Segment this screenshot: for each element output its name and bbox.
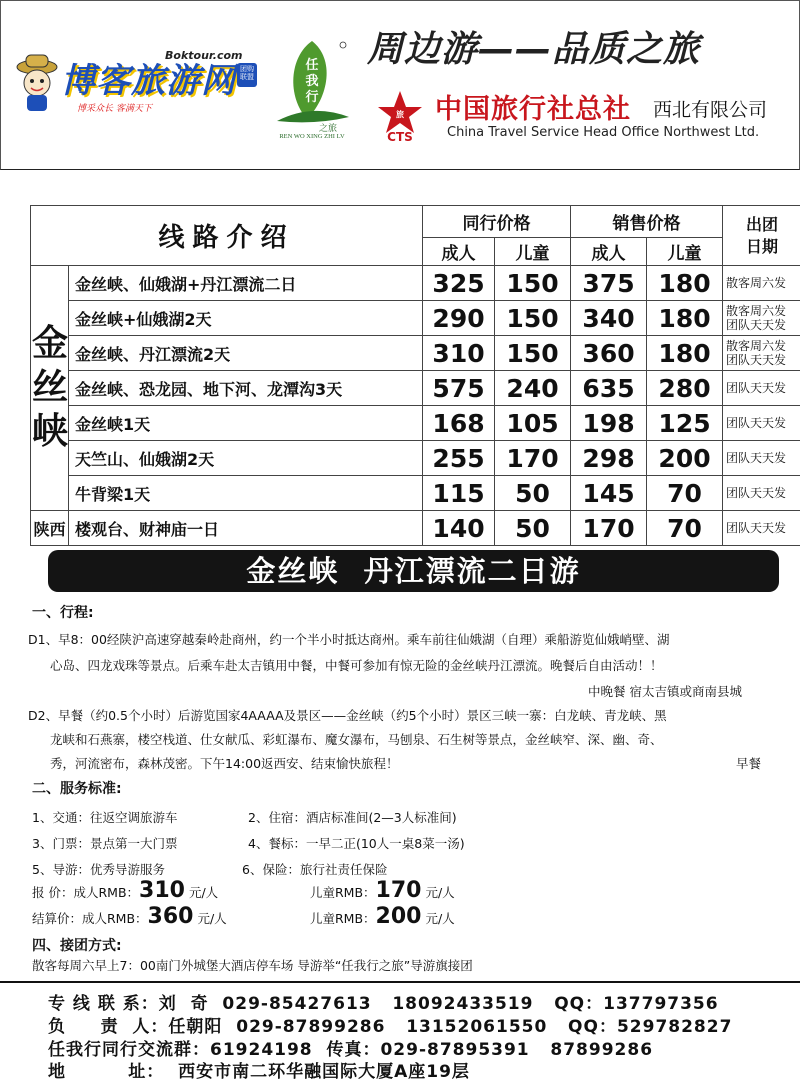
table-row: [31, 336, 800, 371]
boktour-slogan: 博采众长 客满天下: [77, 104, 152, 114]
table-row: [31, 476, 800, 511]
peer-child-price: 50: [495, 476, 571, 511]
quote-child-unit: 元/人: [425, 885, 455, 900]
boktour-logo[interactable]: [15, 49, 259, 119]
peer-adult-price: 575: [423, 371, 495, 406]
day1-line1: D1、早8：00经陕沪高速穿越秦岭赴商州，约一个半小时抵达商州。乘车前往仙娥湖（自理）乘船游览仙娥峭壁、湖: [28, 632, 670, 647]
settle-row: [32, 904, 227, 929]
peer-child-price: 50: [495, 511, 571, 546]
service-title: 二、服务标准:: [32, 781, 122, 797]
header-date-line2: 日期: [746, 236, 779, 256]
sale-child-price: 180: [647, 301, 723, 336]
header-sale-price: 销售价格: [571, 206, 723, 238]
departure-date-line1: 团队天天发: [726, 451, 787, 465]
meetup-detail: 散客每周六早上7：00南门外城堡大酒店停车场 导游举“任我行之旅”导游旗接团: [32, 958, 473, 973]
meetup-title: 四、接团方式:: [32, 938, 122, 954]
quote-child-label: 儿童RMB：: [310, 885, 376, 900]
boktour-title: 博客旅游网: [61, 61, 236, 101]
sale-adult-price: 170: [571, 511, 647, 546]
cts-abbr: CTS: [387, 130, 413, 141]
departure-date-line1: 团队天天发: [726, 416, 787, 430]
table-row: [31, 511, 800, 546]
cts-star-icon: [377, 89, 423, 141]
sale-child-price: 180: [647, 336, 723, 371]
route-name: 金丝峡1天: [69, 406, 423, 441]
header-peer-child: 儿童: [495, 238, 571, 266]
svg-text:我: 我: [305, 74, 319, 89]
peer-adult-price: 325: [423, 266, 495, 301]
departure-date: [723, 266, 800, 301]
departure-date-line1: 团队天天发: [726, 381, 787, 395]
boktour-badge: 团购联盟: [237, 63, 257, 87]
sale-adult-price: 198: [571, 406, 647, 441]
svg-text:旅: 旅: [396, 109, 404, 119]
renwoxing-logo[interactable]: [267, 37, 357, 147]
settle-child-label: 儿童RMB：: [310, 911, 376, 926]
route-name: 天竺山、仙娥湖2天: [69, 441, 423, 476]
day1-meals-lodging: 中晚餐 宿太吉镇或商南县城: [588, 684, 742, 699]
sale-child-price: 200: [647, 441, 723, 476]
departure-date-line2: 团队天天发: [726, 318, 787, 332]
settle-child-unit: 元/人: [425, 911, 455, 926]
cts-branch: 西北有限公司: [653, 99, 768, 121]
header-sale-adult: 成人: [571, 238, 647, 266]
renwoxing-pinyin: REN WO XING ZHI LV: [279, 133, 345, 140]
sale-child-price: 180: [647, 266, 723, 301]
quote-label: 报 价：成人RMB：: [32, 885, 140, 900]
sale-child-price: 125: [647, 406, 723, 441]
svg-text:任: 任: [305, 58, 319, 73]
sale-adult-price: 375: [571, 266, 647, 301]
header-date-line1: 出团: [746, 214, 779, 234]
header-departure-date: [723, 206, 800, 266]
price-table: [30, 205, 800, 546]
route-name: 金丝峡、仙娥湖+丹江漂流二日: [69, 266, 423, 301]
table-row: [31, 406, 800, 441]
peer-adult-price: 255: [423, 441, 495, 476]
peer-child-price: 150: [495, 301, 571, 336]
quote-adult-price: 310: [139, 878, 185, 903]
peer-child-price: 150: [495, 266, 571, 301]
region-jinsixia-text: 金丝峡: [31, 323, 68, 452]
table-header-row: [31, 206, 800, 238]
quote-child-price: 170: [375, 878, 422, 903]
svg-text:行: 行: [305, 90, 319, 105]
settle-label: 结算价：成人RMB：: [32, 911, 148, 926]
service-insurance: 6、保险：旅行社责任保险: [242, 862, 388, 877]
settle-unit: 元/人: [197, 911, 227, 926]
route-name: 牛背梁1天: [69, 476, 423, 511]
sale-adult-price: 360: [571, 336, 647, 371]
peer-adult-price: 140: [423, 511, 495, 546]
departure-date: [723, 301, 800, 336]
service-tickets: 3、门票：景点第一大门票: [32, 836, 178, 851]
region-jinsixia: [31, 266, 69, 511]
quote-row: [32, 878, 218, 903]
route-name: 金丝峡+仙娥湖2天: [69, 301, 423, 336]
peer-child-price: 170: [495, 441, 571, 476]
quote-child-row: [310, 878, 455, 903]
departure-date: [723, 336, 800, 371]
sale-adult-price: 298: [571, 441, 647, 476]
table-row: [31, 266, 800, 301]
departure-date-line1: 团队天天发: [726, 521, 787, 535]
table-row: [31, 301, 800, 336]
departure-date: [723, 371, 800, 406]
peer-child-price: 240: [495, 371, 571, 406]
sale-child-price: 70: [647, 511, 723, 546]
route-name: 金丝峡、丹江漂流2天: [69, 336, 423, 371]
departure-date-line1: 散客周六发: [726, 339, 787, 353]
tour-banner: 金丝峡 丹江漂流二日游: [48, 550, 779, 592]
departure-date-line1: 散客周六发: [726, 276, 787, 290]
day1-line2: 心岛、四龙戏珠等景点。后乘车赴太吉镇用中餐，中餐可参加有惊无险的金丝峡丹江漂流。晚餐后自由活动！！: [50, 658, 663, 673]
sale-adult-price: 635: [571, 371, 647, 406]
peer-adult-price: 168: [423, 406, 495, 441]
contact-line-1: 专 线 联 系：刘 奇 029-85427613 18092433519 QQ：137797356: [48, 994, 719, 1014]
departure-date: [723, 406, 800, 441]
contact-line-2: 负 责 人：任朝阳 029-87899286 13152061550 QQ：529782827: [48, 1017, 733, 1037]
mascot-icon: [15, 53, 59, 113]
service-meals: 4、餐标：一早二正(10人一桌8菜一汤): [248, 836, 465, 851]
quote-unit: 元/人: [188, 885, 219, 900]
contact-line-3: 任我行同行交流群：61924198 传真：029-87895391 87899286: [48, 1040, 654, 1060]
cts-english-name: China Travel Service Head Office Northwest Ltd.: [447, 125, 760, 140]
settle-child-row: [310, 904, 455, 929]
cts-name: 中国旅行社总社: [435, 94, 631, 124]
boktour-domain: Boktour.com: [165, 49, 243, 62]
settle-child-price: 200: [375, 904, 422, 929]
header-slogan: 周边游——品质之旅: [367, 29, 701, 70]
peer-adult-price: 310: [423, 336, 495, 371]
settle-adult-price: 360: [147, 904, 194, 929]
route-name: 楼观台、财神庙一日: [69, 511, 423, 546]
route-name: 金丝峡、恐龙园、地下河、龙潭沟3天: [69, 371, 423, 406]
table-row: [31, 371, 800, 406]
renwoxing-emblem-icon: [267, 37, 357, 133]
peer-child-price: 150: [495, 336, 571, 371]
divider: [0, 981, 800, 983]
day2-line1: D2、早餐（约0.5个小时）后游览国家4AAAA及景区——金丝峡（约5个小时）景区三峡一寨：白龙峡、青龙峡、黑: [28, 708, 667, 723]
sale-adult-price: 340: [571, 301, 647, 336]
departure-date: [723, 476, 800, 511]
header-peer-adult: 成人: [423, 238, 495, 266]
service-guide: 5、导游：优秀导游服务: [32, 862, 165, 877]
itinerary-title: 一、行程:: [32, 605, 94, 621]
header-sale-child: 儿童: [647, 238, 723, 266]
table-row: [31, 441, 800, 476]
day2-line3: 秀，河流密布，森林茂密。下午14:00返西安、结束愉快旅程！: [50, 756, 399, 771]
peer-adult-price: 115: [423, 476, 495, 511]
sale-adult-price: 145: [571, 476, 647, 511]
peer-child-price: 105: [495, 406, 571, 441]
day2-meals: 早餐: [736, 756, 762, 771]
sale-child-price: 70: [647, 476, 723, 511]
departure-date-line1: 团队天天发: [726, 486, 787, 500]
departure-date-line2: 团队天天发: [726, 353, 787, 367]
renwoxing-zhilv: 之旅: [319, 124, 338, 134]
region-shaanxi: 陕西: [31, 511, 69, 546]
sale-child-price: 280: [647, 371, 723, 406]
service-lodging: 2、住宿：酒店标准间(2—3人标准间): [248, 810, 457, 825]
contact-address: 地 址： 西安市南二环华融国际大厦A座19层: [48, 1062, 470, 1081]
departure-date: [723, 441, 800, 476]
service-transport: 1、交通：往返空调旅游车: [32, 810, 178, 825]
header-peer-price: 同行价格: [423, 206, 571, 238]
day2-line2: 龙峡和石燕寨，楼空栈道、仕女献瓜、彩虹瀑布、魔女瀑布，马刨泉、石生树等景点，金丝峡窄、深、幽、奇、: [50, 732, 663, 747]
header-route-intro: 线路介绍: [31, 206, 423, 266]
peer-adult-price: 290: [423, 301, 495, 336]
header: [0, 0, 800, 170]
departure-date-line1: 散客周六发: [726, 304, 787, 318]
departure-date: [723, 511, 800, 546]
